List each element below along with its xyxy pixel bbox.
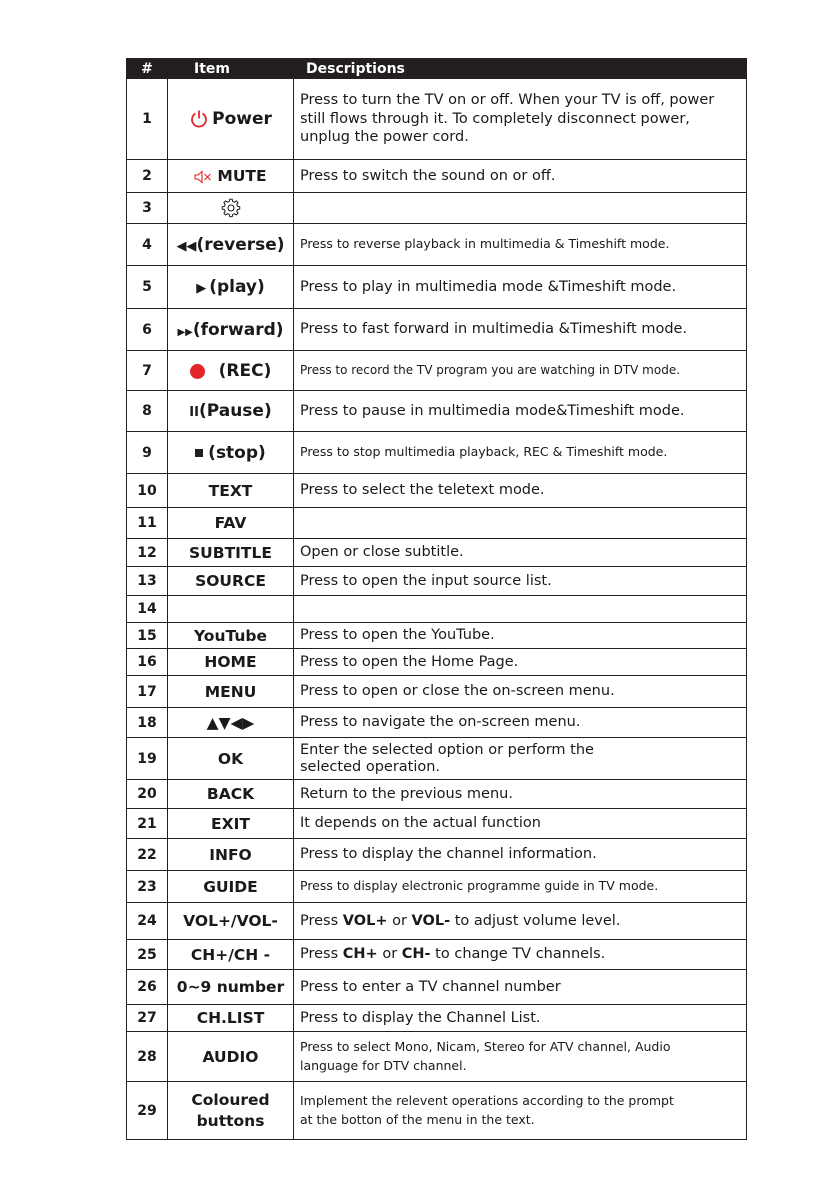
item-rec: [168, 351, 294, 391]
pause-icon: II: [189, 405, 199, 420]
navigation-arrows-icon: ▲▼◀▶: [168, 708, 294, 738]
desc-text: to change TV channels.: [430, 946, 606, 963]
row-description: Press to navigate the on-screen menu.: [294, 708, 747, 738]
row-number: 6: [127, 309, 168, 351]
desc-text: Press: [300, 946, 343, 963]
item-stop: [168, 432, 294, 474]
row-description: Press to reverse playback in multimedia & Timeshift mode.: [294, 224, 747, 266]
desc-text: or: [377, 946, 402, 963]
item-mute: [168, 160, 294, 193]
item-play: [168, 266, 294, 309]
row-description: [294, 596, 747, 623]
item-label: FAV: [168, 508, 294, 539]
item-label: HOME: [168, 649, 294, 676]
header-number: #: [127, 59, 168, 79]
table-row: [127, 676, 747, 708]
row-description: [294, 903, 747, 940]
mute-icon: [194, 170, 212, 184]
row-number: 7: [127, 351, 168, 391]
table-row: [127, 1032, 747, 1082]
row-number: 28: [127, 1032, 168, 1082]
row-number: 4: [127, 224, 168, 266]
row-description: Press to open or close the on-screen menu.: [294, 676, 747, 708]
table-row: [127, 871, 747, 903]
item-label: MUTE: [217, 167, 267, 185]
row-description: Press to switch the sound on or off.: [294, 160, 747, 193]
table-row: [127, 780, 747, 809]
item-label: Power: [212, 108, 272, 129]
table-row: [127, 567, 747, 596]
table-row: [127, 940, 747, 970]
row-description: Press to enter a TV channel number: [294, 970, 747, 1005]
row-description: Press to record the TV program you are watching in DTV mode.: [294, 351, 747, 391]
desc-key-vol-down: VOL-: [411, 912, 451, 929]
desc-key-vol-up: VOL+: [342, 912, 388, 929]
table-row: [127, 708, 747, 738]
row-description: Press to pause in multimedia mode&Timeshift mode.: [294, 391, 747, 432]
table-row: [127, 432, 747, 474]
table-row: [127, 351, 747, 391]
row-description: Press to open the input source list.: [294, 567, 747, 596]
record-icon: [190, 364, 205, 379]
item-label: SOURCE: [168, 567, 294, 596]
item-label: SUBTITLE: [168, 539, 294, 567]
table-header: [127, 59, 747, 79]
table-row: [127, 839, 747, 871]
row-description: Return to the previous menu.: [294, 780, 747, 809]
table-row: [127, 1082, 747, 1140]
desc-text: to adjust volume level.: [450, 912, 621, 929]
gear-icon: [221, 198, 241, 218]
row-description: Press to display electronic programme guide in TV mode.: [294, 871, 747, 903]
row-description: Press to open the Home Page.: [294, 649, 747, 676]
row-number: 5: [127, 266, 168, 309]
row-number: 3: [127, 193, 168, 224]
desc-text: Press: [300, 912, 343, 929]
row-description: Press to open the YouTube.: [294, 623, 747, 649]
row-description: [294, 193, 747, 224]
item-label: (Pause): [198, 401, 272, 421]
table-row: [127, 309, 747, 351]
table-row: [127, 474, 747, 508]
table-row: [127, 508, 747, 539]
header-descriptions: Descriptions: [294, 59, 747, 79]
item-power: [168, 79, 294, 160]
item-label: (play): [209, 277, 265, 297]
item-coloured-buttons: [168, 1082, 294, 1140]
row-number: 1: [127, 79, 168, 160]
row-number: 2: [127, 160, 168, 193]
item-label-line1: Coloured: [191, 1090, 270, 1109]
row-number: 21: [127, 809, 168, 839]
desc-text: or: [387, 912, 412, 929]
item-label: (REC): [218, 360, 272, 381]
table-row: [127, 738, 747, 780]
row-number: 26: [127, 970, 168, 1005]
row-number: 18: [127, 708, 168, 738]
item-label: CH+/CH -: [168, 940, 294, 970]
row-description: Press to fast forward in multimedia &Timeshift mode.: [294, 309, 747, 351]
row-number: 29: [127, 1082, 168, 1140]
row-description: Press to stop multimedia playback, REC & Timeshift mode.: [294, 432, 747, 474]
table-row: [127, 193, 747, 224]
header-item: Item: [168, 59, 294, 79]
table-row: [127, 79, 747, 160]
table-row: [127, 1005, 747, 1032]
item-label: [168, 596, 294, 623]
row-number: 14: [127, 596, 168, 623]
item-label-line2: buttons: [196, 1111, 265, 1130]
item-label: VOL+/VOL-: [168, 903, 294, 940]
table-row: [127, 596, 747, 623]
item-label: CH.LIST: [168, 1005, 294, 1032]
stop-icon: [195, 449, 203, 457]
power-icon: [189, 109, 209, 129]
row-description: [294, 940, 747, 970]
item-reverse: [168, 224, 294, 266]
item-label: INFO: [168, 839, 294, 871]
table-row: [127, 160, 747, 193]
row-number: 13: [127, 567, 168, 596]
row-description: Implement the relevent operations according to the prompt at the botton of the menu in the text.: [294, 1082, 747, 1140]
table-row: [127, 266, 747, 309]
item-label: TEXT: [168, 474, 294, 508]
item-label: OK: [168, 738, 294, 780]
rewind-icon: ◀◀: [176, 238, 197, 254]
table-row: [127, 970, 747, 1005]
item-label: (reverse): [196, 234, 285, 255]
row-description: It depends on the actual function: [294, 809, 747, 839]
item-label: 0~9 number: [168, 970, 294, 1005]
row-number: 19: [127, 738, 168, 780]
desc-key-ch-up: CH+: [342, 946, 378, 963]
row-description: Press to display the Channel List.: [294, 1005, 747, 1032]
item-label: AUDIO: [168, 1032, 294, 1082]
row-number: 25: [127, 940, 168, 970]
row-number: 15: [127, 623, 168, 649]
item-forward: [168, 309, 294, 351]
row-number: 17: [127, 676, 168, 708]
row-description: Press to select Mono, Nicam, Stereo for ATV channel, Audio language for DTV channel.: [294, 1032, 747, 1082]
item-label: BACK: [168, 780, 294, 809]
row-description: [294, 508, 747, 539]
row-description: Press to turn the TV on or off. When your TV is off, power still flows through it. To completely disconnect power, unplug the power cord.: [294, 79, 747, 160]
row-number: 11: [127, 508, 168, 539]
row-number: 16: [127, 649, 168, 676]
item-label: EXIT: [168, 809, 294, 839]
row-number: 27: [127, 1005, 168, 1032]
table-row: [127, 809, 747, 839]
item-pause: [168, 391, 294, 432]
row-number: 8: [127, 391, 168, 432]
item-settings: [168, 193, 294, 224]
row-description: Enter the selected option or perform the selected operation.: [294, 738, 747, 780]
row-number: 23: [127, 871, 168, 903]
play-icon: ▶: [196, 281, 207, 296]
table-row: [127, 623, 747, 649]
row-number: 10: [127, 474, 168, 508]
row-number: 22: [127, 839, 168, 871]
row-description: Press to play in multimedia mode &Timeshift mode.: [294, 266, 747, 309]
fast-forward-icon: ▶▶: [177, 326, 193, 338]
table-row: [127, 903, 747, 940]
item-label: GUIDE: [168, 871, 294, 903]
remote-key-table: [126, 58, 746, 1140]
row-description: Press to display the channel information.: [294, 839, 747, 871]
table-row: [127, 224, 747, 266]
row-description: Open or close subtitle.: [294, 539, 747, 567]
desc-key-ch-down: CH-: [401, 946, 431, 963]
item-label: MENU: [168, 676, 294, 708]
item-label: (forward): [192, 319, 284, 340]
row-number: 9: [127, 432, 168, 474]
table-row: [127, 649, 747, 676]
item-label: YouTube: [168, 623, 294, 649]
table-row: [127, 539, 747, 567]
row-description: Press to select the teletext mode.: [294, 474, 747, 508]
row-number: 24: [127, 903, 168, 940]
item-label: (stop): [208, 442, 266, 463]
row-number: 12: [127, 539, 168, 567]
table-row: [127, 391, 747, 432]
row-number: 20: [127, 780, 168, 809]
